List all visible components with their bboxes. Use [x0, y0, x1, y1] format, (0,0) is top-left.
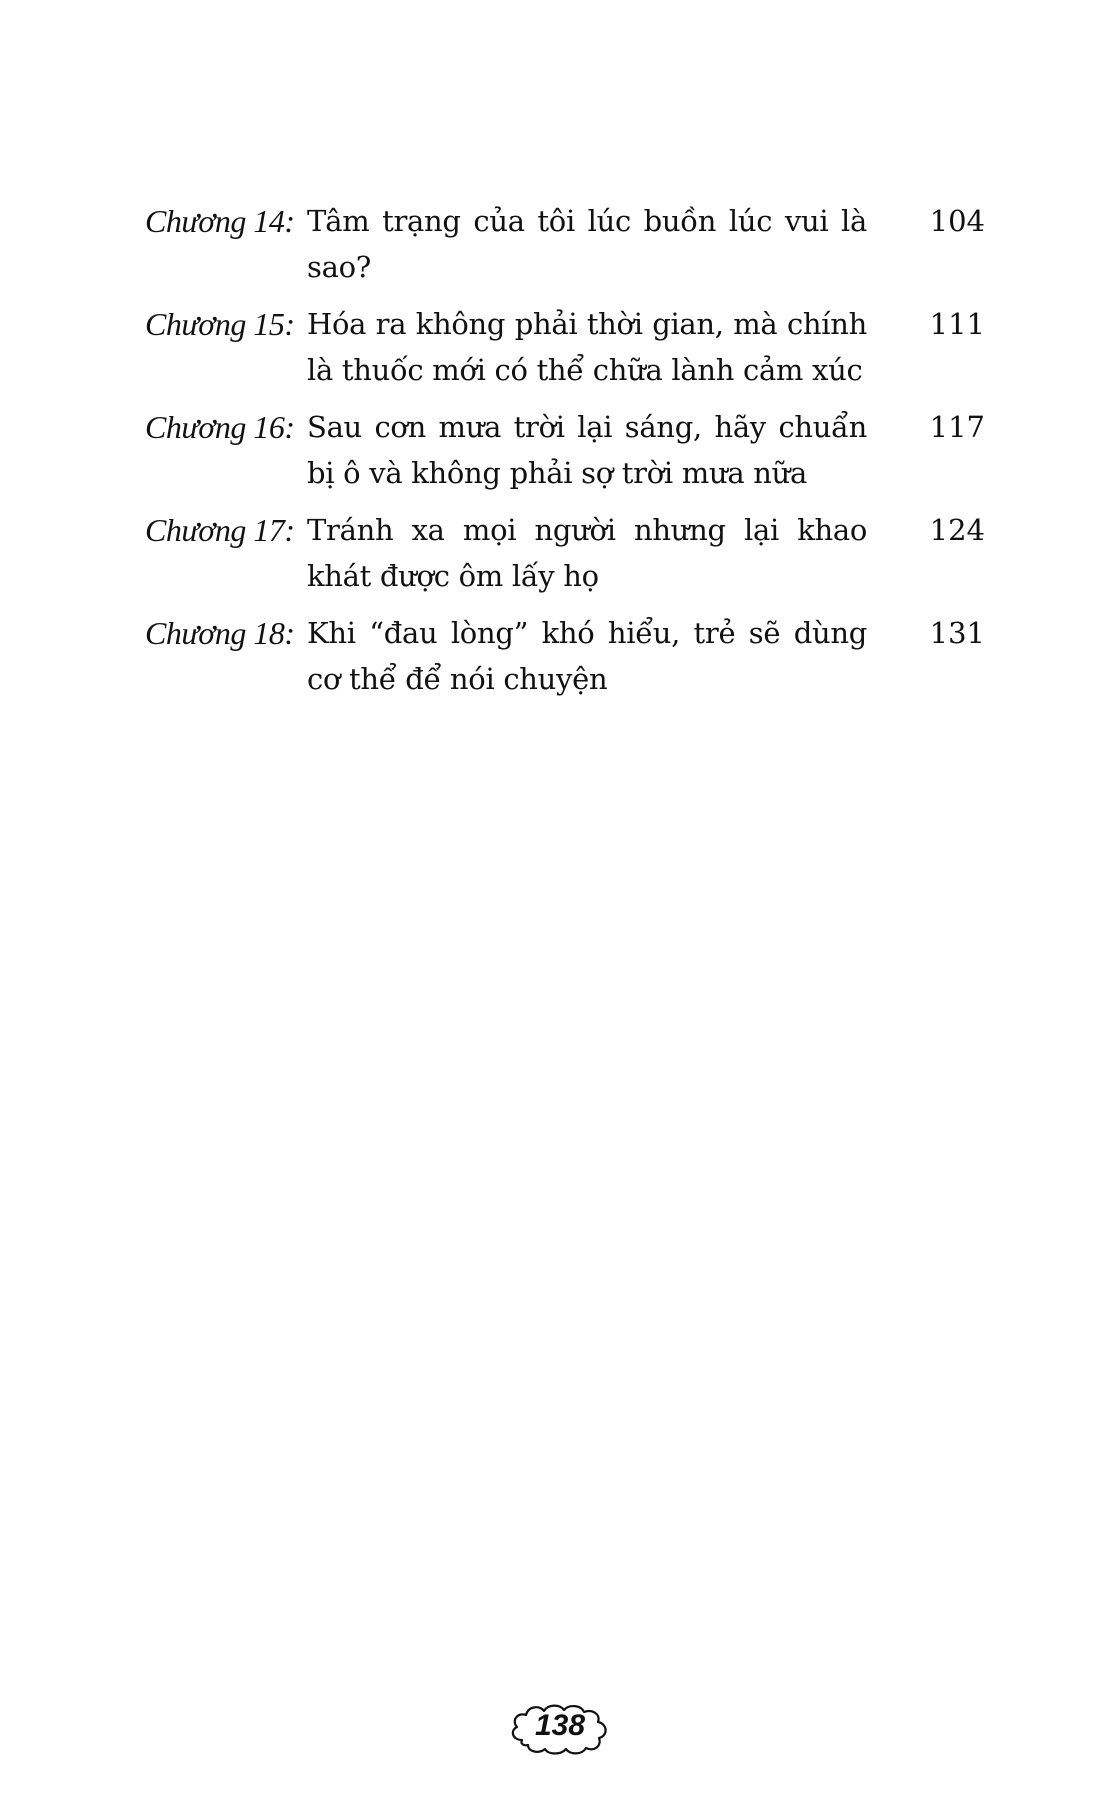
- page-number-footer: 138: [534, 1709, 586, 1742]
- chapter-label: Chương 18:: [145, 615, 295, 651]
- chapter-title: Hóa ra không phải thời gian, mà chính là thuốc mới có thể chữa lành cảm xúc: [307, 307, 867, 387]
- page-number: 111: [929, 307, 985, 341]
- page-folio: [508, 1700, 612, 1756]
- chapter-title: Tâm trạng của tôi lúc buồn lúc vui là sao?: [307, 204, 867, 284]
- toc-entry-chapter-18: [145, 610, 985, 702]
- page-number: 104: [929, 204, 985, 238]
- chapter-label: Chương 17:: [145, 512, 295, 548]
- chapter-label: Chương 16:: [145, 409, 295, 445]
- page-number: 117: [929, 410, 985, 444]
- toc-entry-chapter-16: [145, 404, 985, 496]
- page-number: 131: [929, 616, 985, 650]
- chapter-title: Khi “đau lòng” khó hiểu, trẻ sẽ dùng cơ thể để nói chuyện: [307, 616, 867, 696]
- table-of-contents: [145, 198, 985, 713]
- toc-entry-chapter-17: [145, 507, 985, 599]
- toc-entry-chapter-15: [145, 301, 985, 393]
- chapter-label: Chương 15:: [145, 306, 295, 342]
- chapter-label: Chương 14:: [145, 203, 295, 239]
- page-number: 124: [929, 513, 985, 547]
- chapter-title: Tránh xa mọi người nhưng lại khao khát được ôm lấy họ: [307, 513, 867, 593]
- toc-entry-chapter-14: [145, 198, 985, 290]
- chapter-title: Sau cơn mưa trời lại sáng, hãy chuẩn bị ô và không phải sợ trời mưa nữa: [307, 410, 867, 490]
